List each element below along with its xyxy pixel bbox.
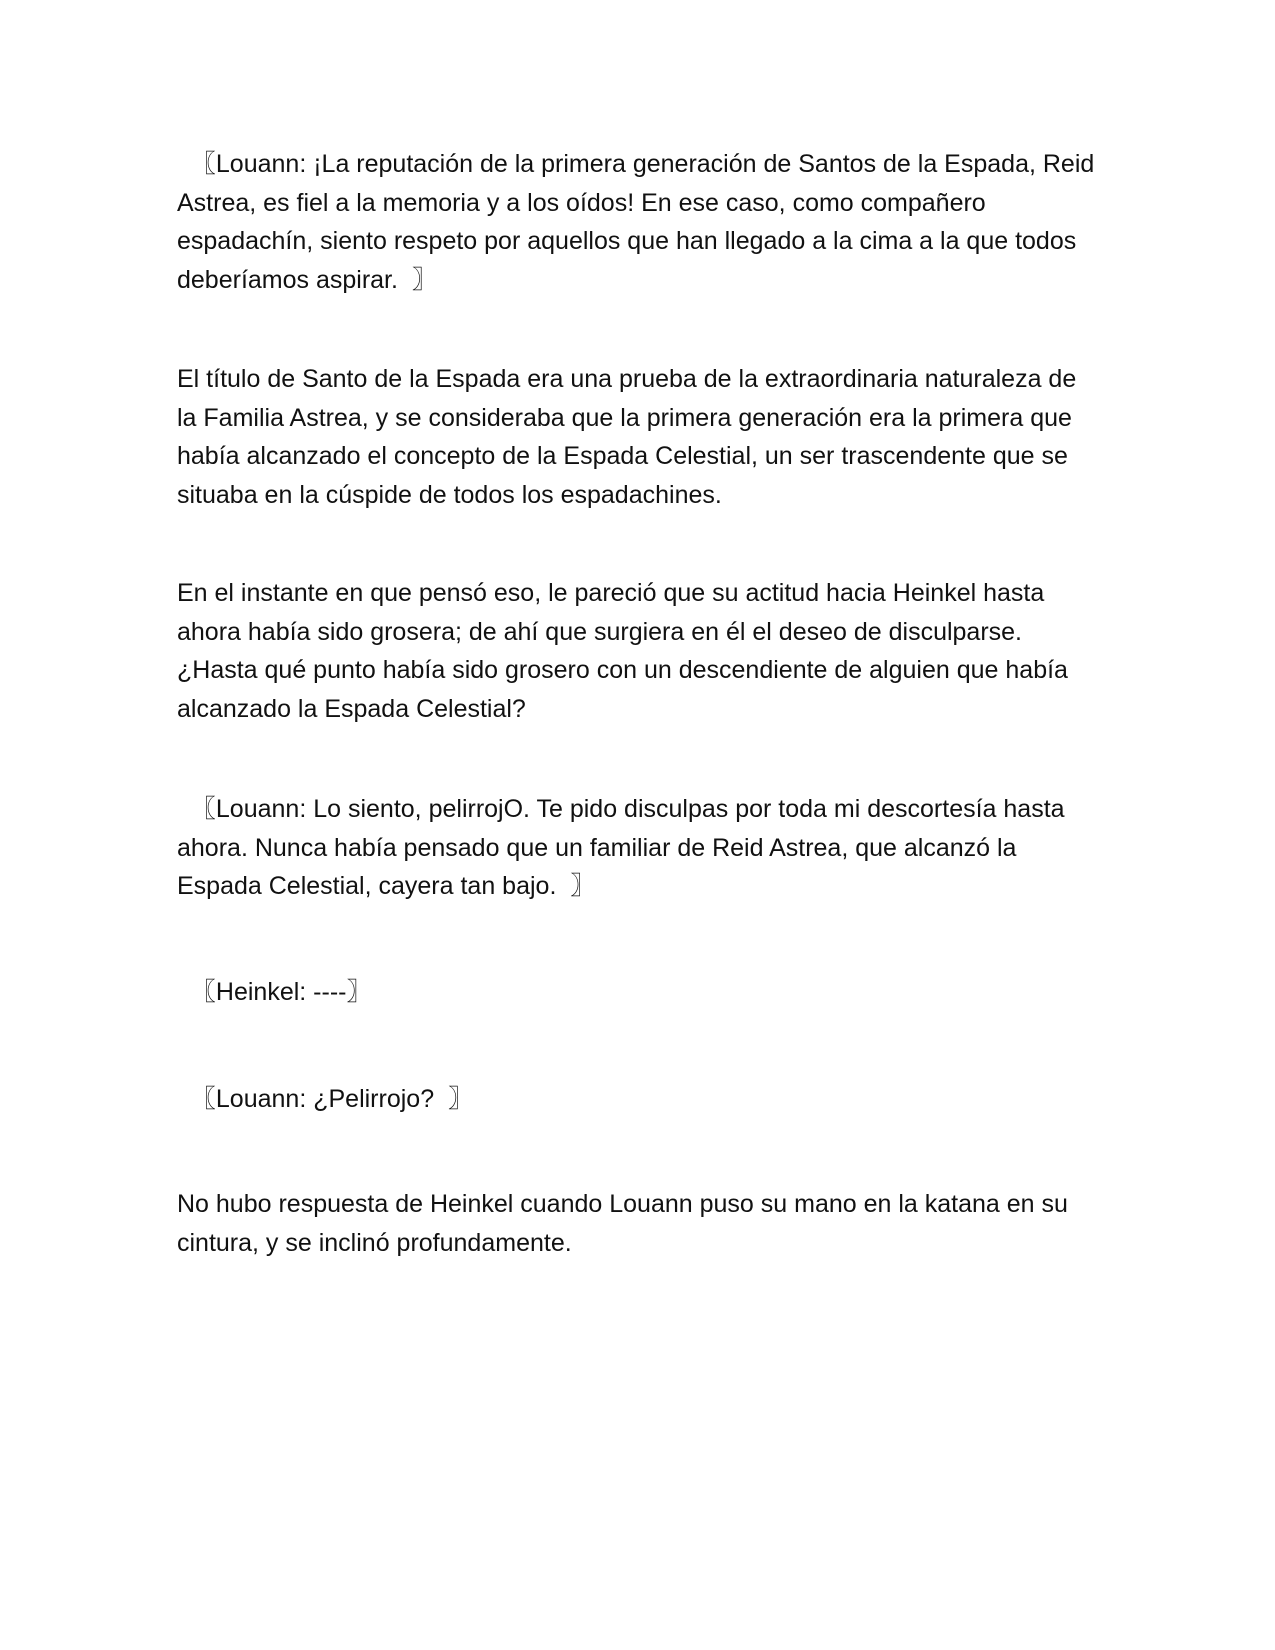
paragraph-heinkel-reply: 〖Heinkel: ----〗 — [177, 978, 372, 1006]
paragraph-louann-reputation: 〖Louann: ¡La reputación de la primera generación de Santos de la Espada, Reid Astrea, es fiel a la memoria y a los oídos! En ese caso, como compañero espadachín, siento respeto por aquellos que han llegado a la cima a la que todos deberíamos aspirar. 〗 — [177, 150, 1100, 294]
paragraph-santo-title: El título de Santo de la Espada era una prueba de la extraordinaria naturaleza de la Familia Astrea, y se consideraba que la primera generación era la primera que había alcanzado el concepto de la Espada Celestial, un ser trascendente que se situaba en la cúspide de todos los espadachines. — [177, 365, 1084, 509]
paragraph-heinkel-rudeness: En el instante en que pensó eso, le pareció que su actitud hacia Heinkel hasta ahora había sido grosera; de ahí que surgiera en él el deseo de disculparse. ¿Hasta qué punto había sido grosero con un descendiente de alguien que había alcanzado la Espada Celestial? — [177, 579, 1075, 723]
paragraph-no-response: No hubo respuesta de Heinkel cuando Louann puso su mano en la katana en su cintura, y se inclinó profundamente. — [177, 1190, 1075, 1257]
paragraph-louann-question: 〖Louann: ¿Pelirrojo? 〗 — [177, 1085, 473, 1113]
paragraph-louann-apology: 〖Louann: Lo siento, pelirrojO. Te pido disculpas por toda mi descortesía hasta ahora. Nunca había pensado que un familiar de Reid Astrea, que alcanzó la Espada Celestial, cayera tan bajo. 〗 — [177, 795, 1072, 900]
